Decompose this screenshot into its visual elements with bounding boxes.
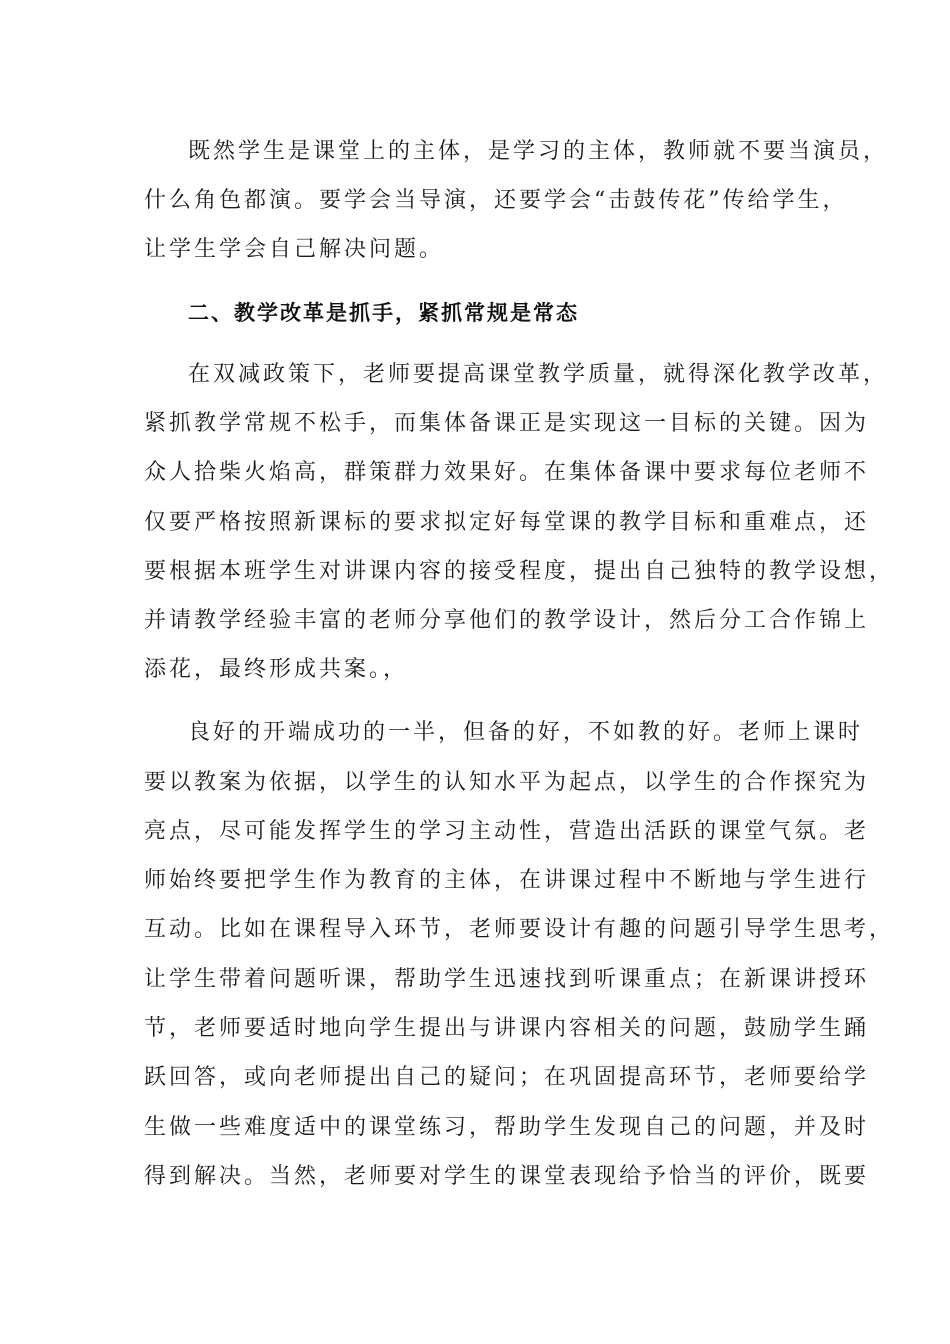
paragraph-line: 让学生学会自己解决问题。 [144, 237, 445, 262]
paragraph-line: 亮点，尽可能发挥学生的学习主动性，营造出活跃的课堂气氛。老 [144, 819, 870, 844]
paragraph-line: 要根据本班学生对讲课内容的接受程度，提出自己独特的教学设想， [144, 559, 895, 584]
paragraph-line: 节，老师要适时地向学生提出与讲课内容相关的问题，鼓励学生踊 [144, 1016, 870, 1041]
paragraph-line: 得到解决。当然，老师要对学生的课堂表现给予恰当的评价，既要 [144, 1164, 870, 1189]
paragraph-line: 众人拾柴火焰高，群策群力效果好。在集体备课中要求每位老师不 [144, 460, 870, 485]
paragraph-line: 既然学生是课堂上的主体，是学习的主体，教师就不要当演员， [188, 139, 889, 164]
paragraph-line: 什么角色都演。要学会当导演，还要学会“击鼓传花”传给学生， [144, 188, 848, 213]
section-heading: 二、教学改革是抓手，紧抓常规是常态 [188, 301, 579, 325]
paragraph-line: 并请教学经验丰富的老师分享他们的教学设计，然后分工合作锦上 [144, 608, 870, 633]
paragraph-line: 良好的开端成功的一半，但备的好，不如教的好。老师上课时 [188, 720, 864, 745]
paragraph-line: 跃回答，或向老师提出自己的疑问；在巩固提高环节，老师要给学 [144, 1065, 870, 1090]
paragraph-line: 生做一些难度适中的课堂练习，帮助学生发现自己的问题，并及时 [144, 1115, 870, 1140]
paragraph-line: 互动。比如在课程导入环节，老师要设计有趣的问题引导学生思考， [144, 917, 895, 942]
paragraph-line: 让学生带着问题听课，帮助学生迅速找到听课重点；在新课讲授环 [144, 967, 870, 992]
paragraph-line: 在双减政策下，老师要提高课堂教学质量，就得深化教学改革， [188, 362, 889, 387]
paragraph-line: 师始终要把学生作为教育的主体，在讲课过程中不断地与学生进行 [144, 868, 870, 893]
paragraph-line: 要以教案为依据，以学生的认知水平为起点，以学生的合作探究为 [144, 770, 870, 795]
paragraph-line: 紧抓教学常规不松手，而集体备课正是实现这一目标的关键。因为 [144, 411, 870, 436]
paragraph-line: 添花，最终形成共案。， [144, 657, 409, 682]
paragraph-line: 仅要严格按照新课标的要求拟定好每堂课的教学目标和重难点，还 [144, 510, 870, 535]
